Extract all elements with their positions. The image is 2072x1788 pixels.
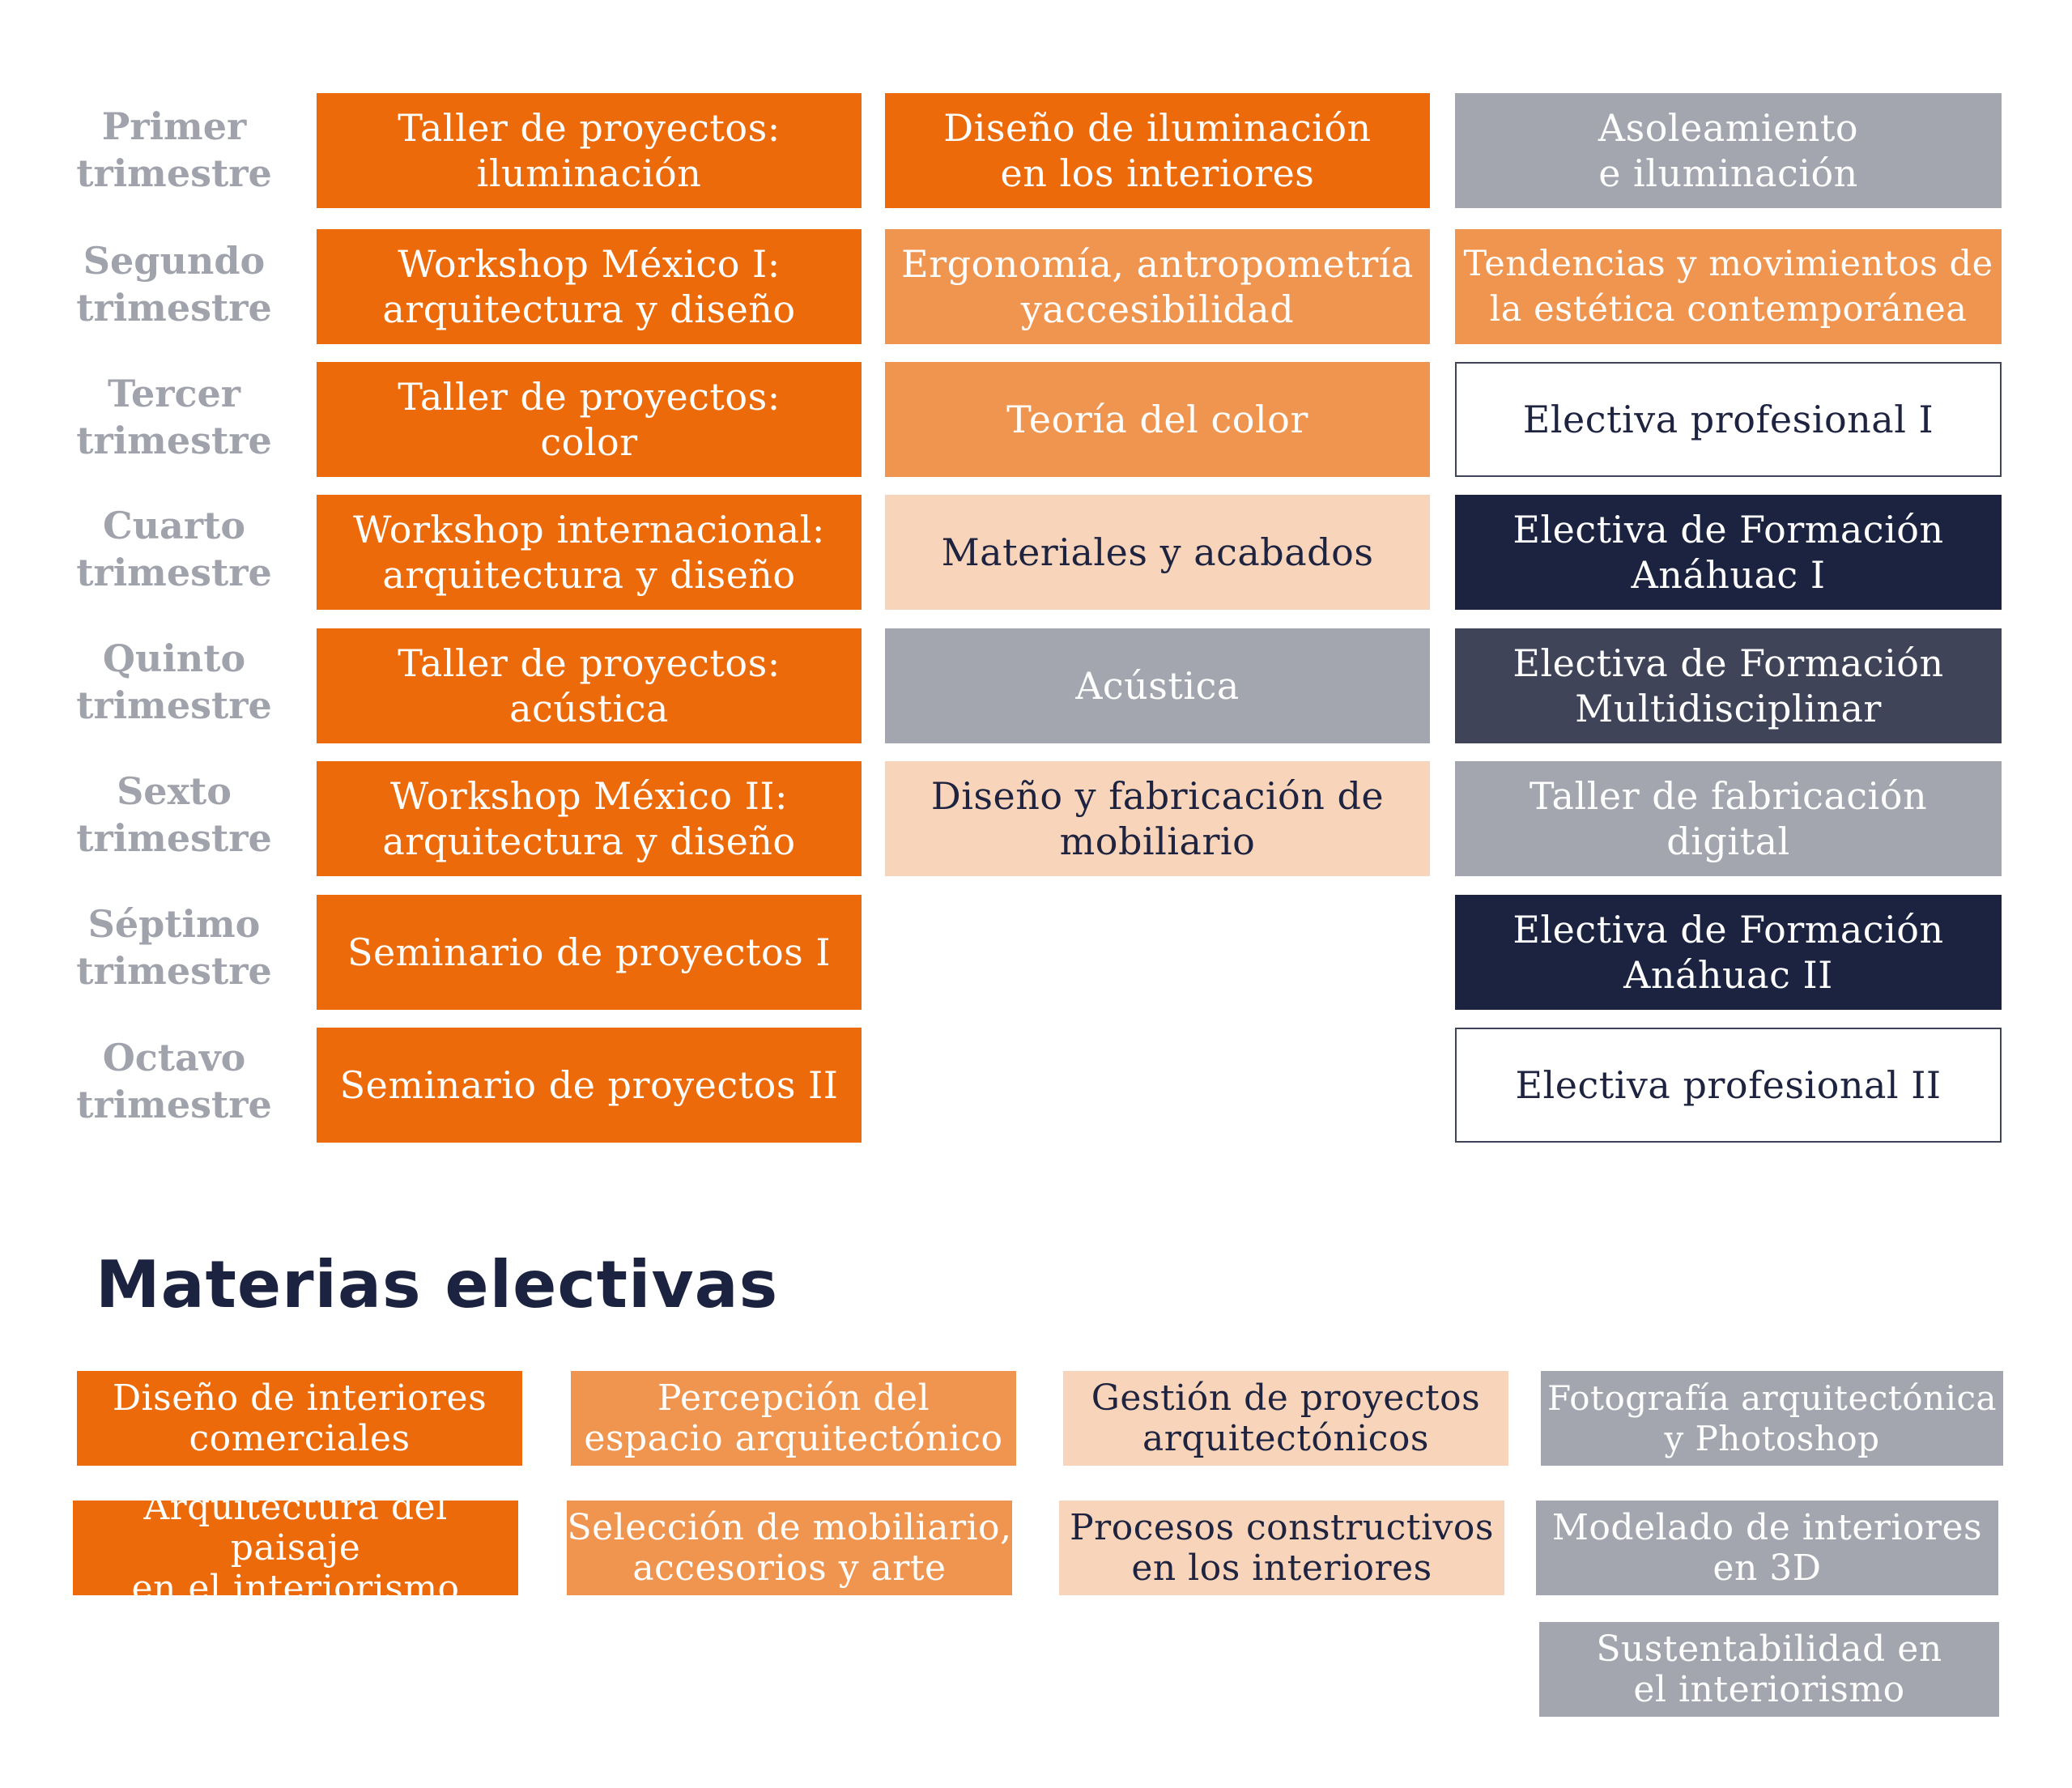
course-cell: Workshop internacional: arquitectura y diseño	[317, 495, 862, 610]
course-cell: Electiva de Formación Anáhuac II	[1455, 895, 2002, 1010]
course-cell: Acústica	[885, 628, 1430, 743]
term-word: trimestre	[76, 1083, 272, 1126]
term-word: trimestre	[76, 551, 272, 594]
term-label-5	[69, 635, 279, 729]
term-label-7	[69, 900, 279, 994]
course-cell: Seminario de proyectos II	[317, 1028, 862, 1143]
term-word: trimestre	[76, 949, 272, 993]
course-cell: Workshop México I: arquitectura y diseño	[317, 229, 862, 344]
term-label-1	[69, 103, 279, 197]
course-cell: Electiva de Formación Anáhuac I	[1455, 495, 2002, 610]
term-name: Quinto	[102, 636, 246, 680]
course-cell: Diseño y fabricación de mobiliario	[885, 761, 1430, 876]
elective-cell: Fotografía arquitectónica y Photoshop	[1541, 1371, 2003, 1466]
term-name: Primer	[101, 104, 247, 148]
course-cell: Diseño de iluminación en los interiores	[885, 93, 1430, 208]
elective-cell: Diseño de interiores comerciales	[77, 1371, 522, 1466]
term-name: Tercer	[108, 372, 240, 415]
elective-cell: Procesos constructivos en los interiores	[1059, 1501, 1504, 1595]
course-cell: Workshop México II: arquitectura y diseño	[317, 761, 862, 876]
term-name: Octavo	[102, 1036, 246, 1079]
course-cell: Teoría del color	[885, 362, 1430, 477]
term-name: Cuarto	[102, 504, 246, 547]
elective-cell: Gestión de proyectos arquitectónicos	[1063, 1371, 1508, 1466]
term-word: trimestre	[76, 151, 272, 195]
term-name: Segundo	[83, 239, 266, 283]
course-cell: Ergonomía, antropometría yaccesibilidad	[885, 229, 1430, 344]
term-label-2	[69, 237, 279, 331]
term-label-3	[69, 370, 279, 464]
term-word: trimestre	[76, 816, 272, 860]
course-cell: Taller de proyectos: color	[317, 362, 862, 477]
term-name: Séptimo	[87, 902, 261, 946]
elective-cell: Arquitectura del paisaje en el interiorismo	[73, 1501, 518, 1595]
course-cell: Electiva profesional I	[1455, 362, 2002, 477]
course-cell: Taller de fabricación digital	[1455, 761, 2002, 876]
course-cell: Asoleamiento e iluminación	[1455, 93, 2002, 208]
course-cell: Seminario de proyectos I	[317, 895, 862, 1010]
term-label-8	[69, 1034, 279, 1128]
term-word: trimestre	[76, 286, 272, 330]
term-word: trimestre	[76, 419, 272, 462]
term-label-4	[69, 502, 279, 596]
elective-cell: Percepción del espacio arquitectónico	[571, 1371, 1016, 1466]
course-cell: Electiva profesional II	[1455, 1028, 2002, 1143]
course-cell: Electiva de Formación Multidisciplinar	[1455, 628, 2002, 743]
course-cell: Taller de proyectos: acústica	[317, 628, 862, 743]
course-cell: Tendencias y movimientos de la estética contemporánea	[1455, 229, 2002, 344]
term-label-6	[69, 768, 279, 862]
elective-cell: Modelado de interiores en 3D	[1536, 1501, 1998, 1595]
term-word: trimestre	[76, 683, 272, 727]
term-name: Sexto	[117, 769, 232, 813]
electives-heading: Materias electivas	[96, 1247, 779, 1322]
course-cell: Taller de proyectos: iluminación	[317, 93, 862, 208]
elective-cell: Sustentabilidad en el interiorismo	[1539, 1622, 1999, 1717]
elective-cell: Selección de mobiliario, accesorios y arte	[567, 1501, 1012, 1595]
course-cell: Materiales y acabados	[885, 495, 1430, 610]
